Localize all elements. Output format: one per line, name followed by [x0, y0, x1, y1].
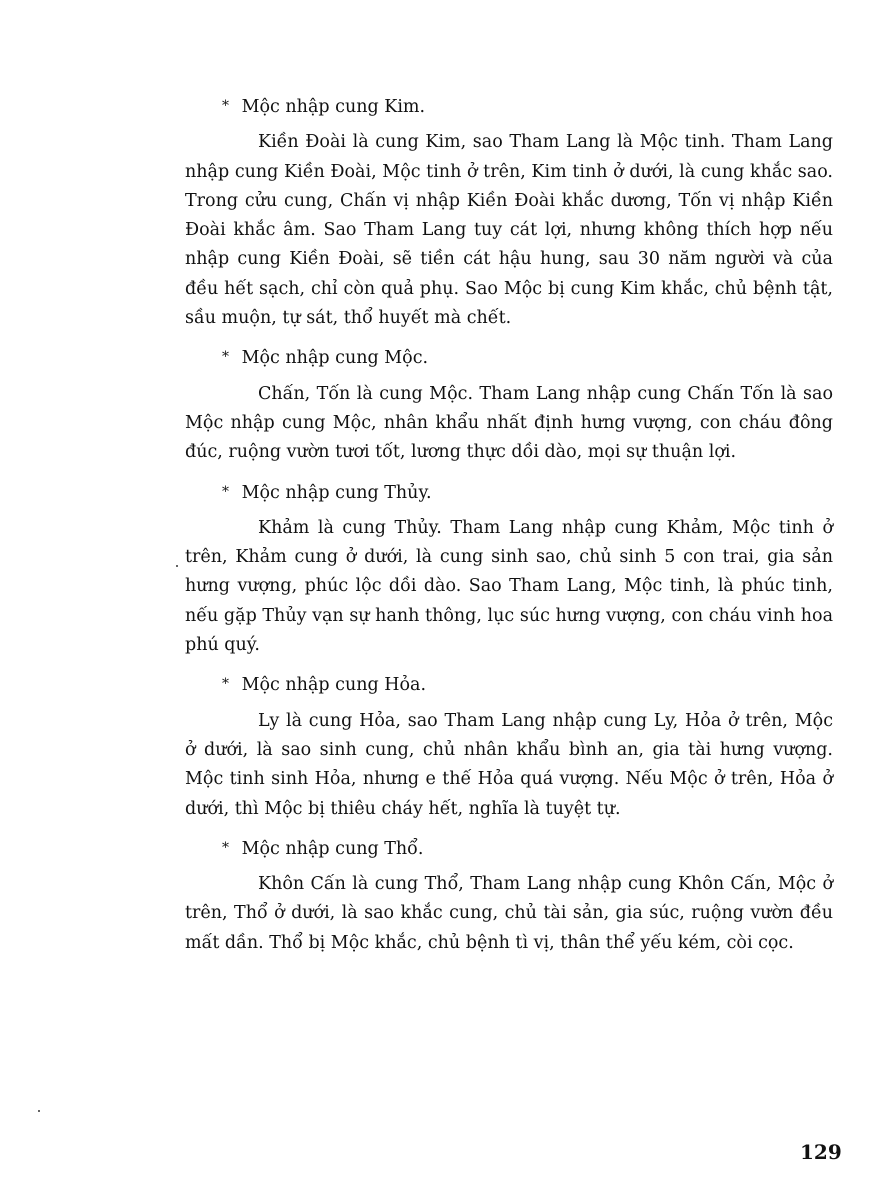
section-heading-hoa: * Mộc nhập cung Hỏa. [222, 670, 833, 700]
section-paragraph-hoa: Ly là cung Hỏa, sao Tham Lang nhập cung Ly, Hỏa ở trên, Mộc ở dưới, là sao sinh cung, chủ nhân khẩu bình an, gia tài hưng vượng. Mộc tinh sinh Hỏa, nhưng e thế Hỏa quá vượng. Nếu Mộc ở trên, Hỏa ở dưới, thì Mộc bị thiêu cháy hết, nghĩa là tuyệt tự. [185, 710, 833, 819]
scan-speck [176, 565, 178, 567]
bullet-icon: * [222, 98, 229, 114]
section-paragraph-tho: Khôn Cấn là cung Thổ, Tham Lang nhập cung Khôn Cấn, Mộc ở trên, Thổ ở dưới, là sao khắc cung, chủ tài sản, gia súc, ruộng vườn đều mất dần. Thổ bị Mộc khắc, chủ bệnh tì vị, thân thể yếu kém, còi cọc. [185, 874, 833, 953]
bullet-icon: * [222, 676, 229, 693]
section-paragraph-kim: Kiền Đoài là cung Kim, sao Tham Lang là Mộc tinh. Tham Lang nhập cung Kiền Đoài, Mộc tinh ở trên, Kim tinh ở dưới, là cung khắc sao. Trong cửu cung, Chấn vị nhập Kiền Đoài khắc dương, Tốn vị nhập Kiền Đoài khắc âm. Sao Tham Lang tuy cát lợi, nhưng không thích hợp nếu nhập cung Kiền Đoài, sẽ tiền cát hậu hung, sau 30 năm người và của đều hết sạch, chỉ còn quả phụ. Sao Mộc bị cung Kim khắc, chủ bệnh tật, sầu muộn, tự sát, thổ huyết mà chết. [185, 132, 833, 329]
page-number: 129 [800, 1140, 842, 1164]
section-heading-moc: * Mộc nhập cung Mộc. [222, 343, 833, 373]
bullet-icon: * [222, 483, 229, 500]
bullet-icon: * [222, 839, 229, 856]
bullet-icon: * [222, 349, 229, 366]
section-heading-tho: * Mộc nhập cung Thổ. [222, 834, 833, 864]
section-paragraph-thuy: Khảm là cung Thủy. Tham Lang nhập cung Khảm, Mộc tinh ở trên, Khảm cung ở dưới, là cung sinh sao, chủ sinh 5 con trai, gia sản hưng vượng, phúc lộc dồi dào. Sao Tham Lang, Mộc tinh, là phúc tinh, nếu gặp Thủy vạn sự hanh thông, lục súc hưng vượng, con cháu vinh hoa phú quý. [185, 517, 833, 656]
section-heading-kim: * Mộc nhập cung Kim. [222, 92, 833, 122]
document-page [185, 92, 833, 968]
section-paragraph-moc: Chấn, Tốn là cung Mộc. Tham Lang nhập cung Chấn Tốn là sao Mộc nhập cung Mộc, nhân khẩu nhất định hưng vượng, con cháu đông đúc, ruộng vườn tươi tốt, lương thực dồi dào, mọi sự thuận lợi. [185, 383, 833, 463]
section-heading-thuy: * Mộc nhập cung Thủy. [222, 478, 833, 508]
scan-speck [38, 1110, 40, 1112]
